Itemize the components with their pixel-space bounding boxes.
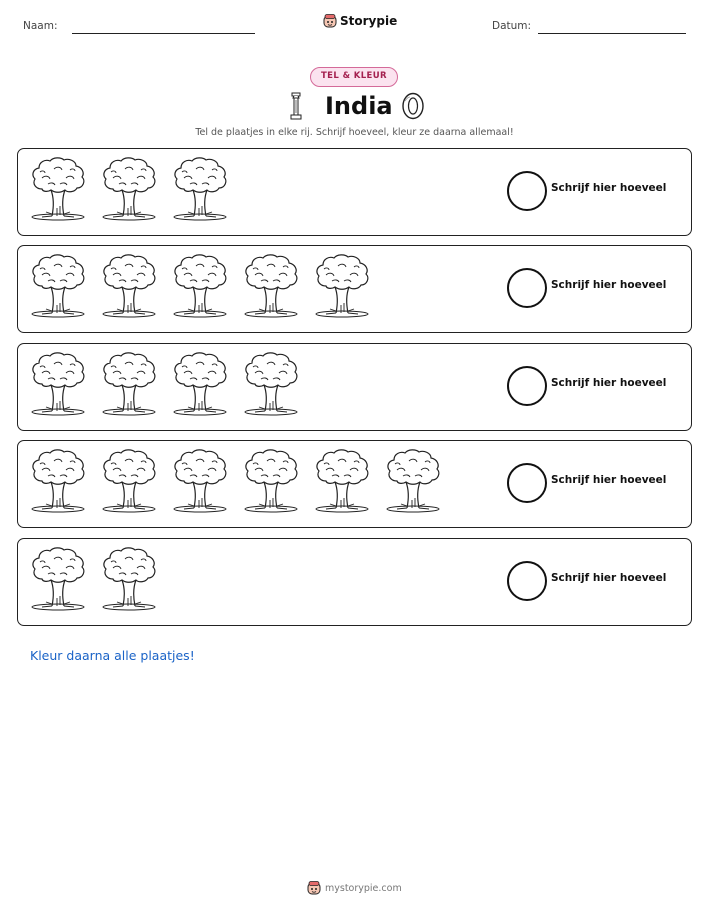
banyan-tree-icon xyxy=(30,253,87,319)
date-line[interactable] xyxy=(538,33,686,34)
banyan-tree-icon xyxy=(101,448,158,514)
banyan-tree-icon xyxy=(30,156,87,222)
answer-circle[interactable] xyxy=(507,561,547,601)
tree-group xyxy=(30,448,442,514)
answer-circle[interactable] xyxy=(507,366,547,406)
banyan-tree-icon xyxy=(243,351,300,417)
banyan-tree-icon xyxy=(243,253,300,319)
footer-site[interactable]: mystorypie.com xyxy=(325,882,402,894)
banyan-tree-icon xyxy=(101,351,158,417)
counting-row xyxy=(17,538,692,626)
title-row xyxy=(0,90,709,124)
answer-label: Schrijf hier hoeveel xyxy=(551,377,667,389)
pillar-icon xyxy=(289,92,303,120)
storypie-mascot-icon xyxy=(323,14,337,28)
color-instruction: Kleur daarna alle plaatjes! xyxy=(30,648,195,663)
tree-group xyxy=(30,156,229,222)
zero-icon xyxy=(401,92,425,120)
answer-label: Schrijf hier hoeveel xyxy=(551,182,667,194)
counting-row xyxy=(17,245,692,333)
banyan-tree-icon xyxy=(30,448,87,514)
tree-group xyxy=(30,546,158,612)
tree-group xyxy=(30,351,300,417)
banyan-tree-icon xyxy=(172,156,229,222)
counting-row xyxy=(17,343,692,431)
banyan-tree-icon xyxy=(101,156,158,222)
name-line[interactable] xyxy=(72,33,255,34)
answer-circle[interactable] xyxy=(507,171,547,211)
storypie-mascot-icon xyxy=(307,881,321,895)
banyan-tree-icon xyxy=(172,253,229,319)
activity-badge: TEL & KLEUR xyxy=(310,67,398,87)
answer-label: Schrijf hier hoeveel xyxy=(551,474,667,486)
answer-circle[interactable] xyxy=(507,268,547,308)
instructions: Tel de plaatjes in elke rij. Schrijf hoeveel, kleur ze daarna allemaal! xyxy=(195,127,514,138)
banyan-tree-icon xyxy=(101,253,158,319)
banyan-tree-icon xyxy=(30,351,87,417)
banyan-tree-icon xyxy=(314,253,371,319)
counting-row xyxy=(17,148,692,236)
banyan-tree-icon xyxy=(101,546,158,612)
banyan-tree-icon xyxy=(385,448,442,514)
banyan-tree-icon xyxy=(314,448,371,514)
banyan-tree-icon xyxy=(243,448,300,514)
answer-label: Schrijf hier hoeveel xyxy=(551,279,667,291)
banyan-tree-icon xyxy=(172,351,229,417)
brand xyxy=(323,14,397,28)
counting-row xyxy=(17,440,692,528)
banyan-tree-icon xyxy=(30,546,87,612)
answer-label: Schrijf hier hoeveel xyxy=(551,572,667,584)
brand-name: Storypie xyxy=(340,14,398,28)
date-label: Datum: xyxy=(492,20,532,32)
answer-circle[interactable] xyxy=(507,463,547,503)
tree-group xyxy=(30,253,371,319)
footer xyxy=(307,881,402,895)
banyan-tree-icon xyxy=(172,448,229,514)
page-title: India xyxy=(325,92,393,120)
name-label: Naam: xyxy=(23,20,58,32)
